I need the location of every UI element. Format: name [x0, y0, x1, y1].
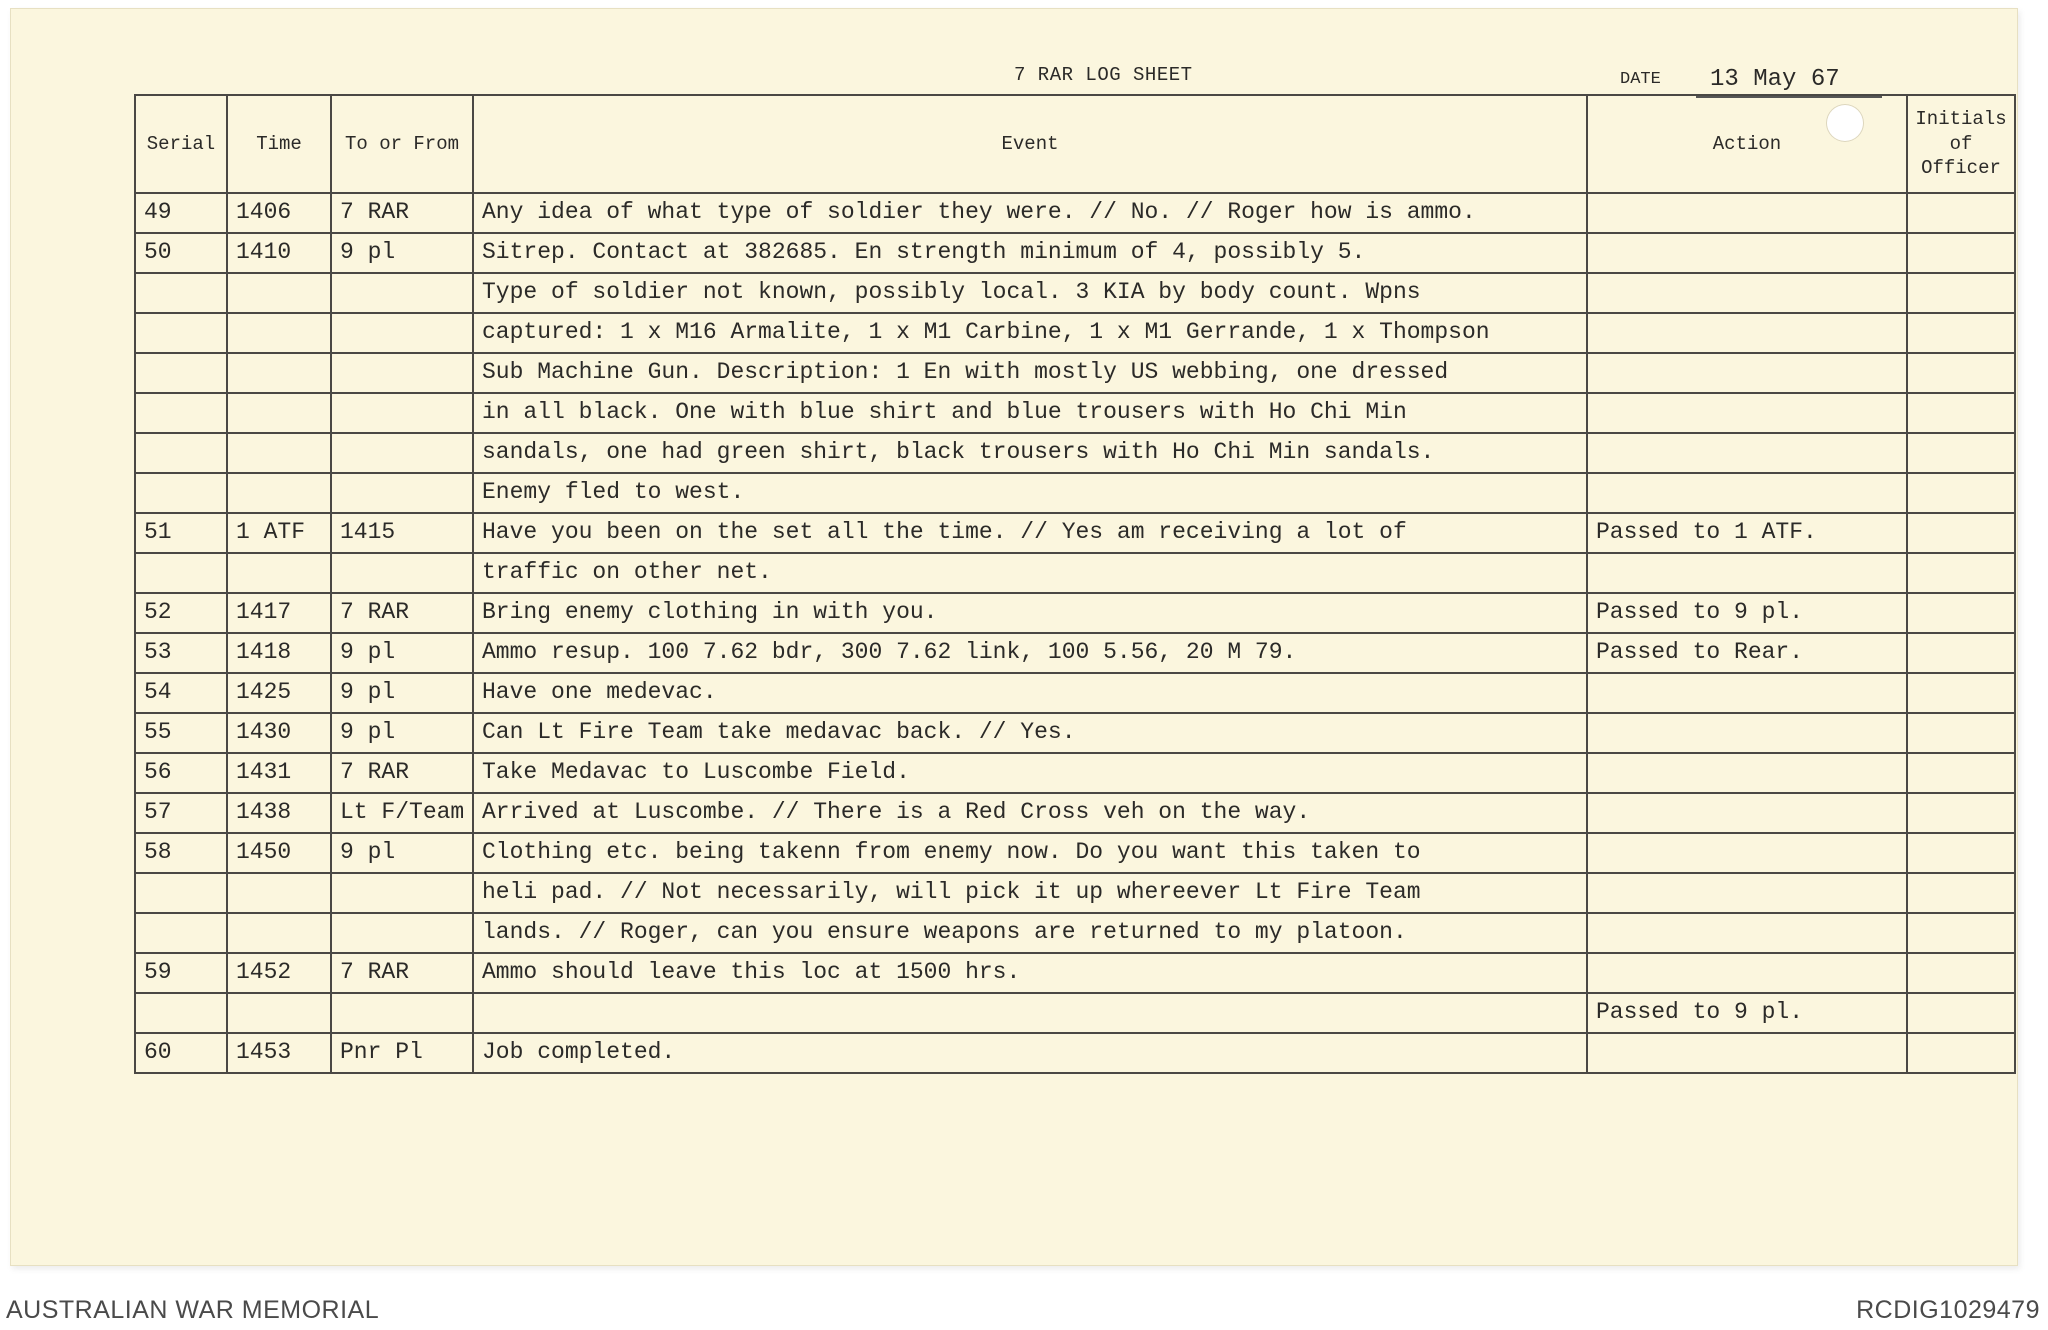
log-table — [134, 94, 2016, 1074]
cell-serial — [135, 913, 227, 953]
cell-time — [227, 353, 331, 393]
cell-initials — [1907, 593, 2015, 633]
cell-action — [1587, 873, 1907, 913]
log-row — [135, 473, 2015, 513]
cell-initials — [1907, 753, 2015, 793]
cell-to-from — [331, 313, 473, 353]
cell-to-from — [331, 353, 473, 393]
cell-initials — [1907, 833, 2015, 873]
cell-time — [227, 433, 331, 473]
log-row — [135, 713, 2015, 753]
cell-event: in all black. One with blue shirt and blue trousers with Ho Chi Min — [473, 393, 1587, 433]
log-row — [135, 193, 2015, 233]
cell-serial: 56 — [135, 753, 227, 793]
cell-event: Take Medavac to Luscombe Field. — [473, 753, 1587, 793]
cell-to-from — [331, 993, 473, 1033]
cell-to-from: 9 pl — [331, 633, 473, 673]
cell-event: Can Lt Fire Team take medavac back. // Yes. — [473, 713, 1587, 753]
cell-initials — [1907, 873, 2015, 913]
cell-event: Bring enemy clothing in with you. — [473, 593, 1587, 633]
cell-to-from: 7 RAR — [331, 753, 473, 793]
header-action: Action — [1587, 95, 1907, 193]
cell-serial — [135, 353, 227, 393]
log-rows — [135, 193, 2015, 1073]
cell-time: 1450 — [227, 833, 331, 873]
cell-to-from — [331, 393, 473, 433]
log-row — [135, 1033, 2015, 1073]
cell-to-from: 9 pl — [331, 713, 473, 753]
cell-event: Ammo should leave this loc at 1500 hrs. — [473, 953, 1587, 993]
log-row — [135, 953, 2015, 993]
header-row — [135, 95, 2015, 193]
cell-action — [1587, 313, 1907, 353]
cell-initials — [1907, 913, 2015, 953]
cell-serial: 54 — [135, 673, 227, 713]
cell-time — [227, 273, 331, 313]
header-serial: Serial — [135, 95, 227, 193]
cell-serial — [135, 553, 227, 593]
cell-initials — [1907, 553, 2015, 593]
cell-initials — [1907, 273, 2015, 313]
cell-event: heli pad. // Not necessarily, will pick it up whereever Lt Fire Team — [473, 873, 1587, 913]
cell-serial: 49 — [135, 193, 227, 233]
cell-serial: 60 — [135, 1033, 227, 1073]
log-row — [135, 633, 2015, 673]
cell-initials — [1907, 673, 2015, 713]
cell-action — [1587, 833, 1907, 873]
cell-action — [1587, 753, 1907, 793]
cell-to-from — [331, 553, 473, 593]
log-row — [135, 233, 2015, 273]
cell-time — [227, 873, 331, 913]
cell-action — [1587, 673, 1907, 713]
cell-event: Type of soldier not known, possibly local. 3 KIA by body count. Wpns — [473, 273, 1587, 313]
cell-to-from: 7 RAR — [331, 953, 473, 993]
footer-record-id: RCDIG1029479 — [1856, 1296, 2040, 1324]
log-row — [135, 553, 2015, 593]
cell-action — [1587, 433, 1907, 473]
cell-to-from: Lt F/Team — [331, 793, 473, 833]
cell-initials — [1907, 313, 2015, 353]
cell-time — [227, 913, 331, 953]
cell-event: lands. // Roger, can you ensure weapons are returned to my platoon. — [473, 913, 1587, 953]
log-row — [135, 753, 2015, 793]
cell-action — [1587, 193, 1907, 233]
cell-serial — [135, 273, 227, 313]
cell-initials — [1907, 513, 2015, 553]
cell-action — [1587, 233, 1907, 273]
cell-event: Ammo resup. 100 7.62 bdr, 300 7.62 link, 100 5.56, 20 M 79. — [473, 633, 1587, 673]
cell-action — [1587, 273, 1907, 313]
cell-initials — [1907, 953, 2015, 993]
header-initials: Initials of Officer — [1907, 95, 2015, 193]
cell-time: 1417 — [227, 593, 331, 633]
cell-to-from: 9 pl — [331, 833, 473, 873]
cell-to-from — [331, 473, 473, 513]
log-row — [135, 993, 2015, 1033]
cell-time: 1452 — [227, 953, 331, 993]
cell-to-from — [331, 433, 473, 473]
cell-time: 1406 — [227, 193, 331, 233]
header-to-from: To or From — [331, 95, 473, 193]
cell-event: Sitrep. Contact at 382685. En strength minimum of 4, possibly 5. — [473, 233, 1587, 273]
cell-action: Passed to Rear. — [1587, 633, 1907, 673]
cell-to-from: 7 RAR — [331, 193, 473, 233]
cell-action — [1587, 793, 1907, 833]
cell-initials — [1907, 793, 2015, 833]
cell-action — [1587, 353, 1907, 393]
cell-action — [1587, 953, 1907, 993]
header-time: Time — [227, 95, 331, 193]
log-row — [135, 593, 2015, 633]
cell-to-from — [331, 273, 473, 313]
cell-time: 1430 — [227, 713, 331, 753]
cell-time: 1453 — [227, 1033, 331, 1073]
cell-serial — [135, 313, 227, 353]
cell-initials — [1907, 993, 2015, 1033]
cell-to-from — [331, 913, 473, 953]
sheet-title: 7 RAR LOG SHEET — [1014, 64, 1193, 86]
cell-serial: 52 — [135, 593, 227, 633]
cell-serial: 53 — [135, 633, 227, 673]
cell-initials — [1907, 473, 2015, 513]
cell-to-from — [331, 873, 473, 913]
cell-event: Clothing etc. being takenn from enemy now. Do you want this taken to — [473, 833, 1587, 873]
date-label: DATE — [1620, 70, 1661, 89]
cell-action — [1587, 553, 1907, 593]
cell-to-from: 1415 — [331, 513, 473, 553]
cell-initials — [1907, 433, 2015, 473]
cell-serial: 50 — [135, 233, 227, 273]
log-row — [135, 793, 2015, 833]
cell-serial — [135, 433, 227, 473]
log-row — [135, 433, 2015, 473]
footer-archive-name: AUSTRALIAN WAR MEMORIAL — [6, 1296, 380, 1324]
cell-time: 1 ATF — [227, 513, 331, 553]
log-row — [135, 873, 2015, 913]
cell-time: 1410 — [227, 233, 331, 273]
cell-to-from: 9 pl — [331, 233, 473, 273]
cell-initials — [1907, 1033, 2015, 1073]
cell-action — [1587, 913, 1907, 953]
cell-time: 1418 — [227, 633, 331, 673]
cell-action: Passed to 9 pl. — [1587, 593, 1907, 633]
cell-event: Sub Machine Gun. Description: 1 En with mostly US webbing, one dressed — [473, 353, 1587, 393]
cell-initials — [1907, 713, 2015, 753]
cell-action — [1587, 393, 1907, 433]
log-row — [135, 513, 2015, 553]
log-sheet-page — [10, 8, 2018, 1266]
cell-serial — [135, 993, 227, 1033]
cell-time: 1425 — [227, 673, 331, 713]
cell-initials — [1907, 353, 2015, 393]
log-row — [135, 313, 2015, 353]
cell-action — [1587, 713, 1907, 753]
cell-to-from: Pnr Pl — [331, 1033, 473, 1073]
cell-serial — [135, 873, 227, 913]
cell-to-from: 7 RAR — [331, 593, 473, 633]
cell-event: sandals, one had green shirt, black trousers with Ho Chi Min sandals. — [473, 433, 1587, 473]
cell-event: Enemy fled to west. — [473, 473, 1587, 513]
log-row — [135, 393, 2015, 433]
cell-action — [1587, 1033, 1907, 1073]
cell-event: captured: 1 x M16 Armalite, 1 x M1 Carbine, 1 x M1 Gerrande, 1 x Thompson — [473, 313, 1587, 353]
cell-to-from: 9 pl — [331, 673, 473, 713]
cell-event: Arrived at Luscombe. // There is a Red Cross veh on the way. — [473, 793, 1587, 833]
cell-serial: 55 — [135, 713, 227, 753]
cell-time — [227, 993, 331, 1033]
log-row — [135, 273, 2015, 313]
date-value: 13 May 67 — [1710, 66, 1840, 93]
log-row — [135, 353, 2015, 393]
log-row — [135, 673, 2015, 713]
cell-initials — [1907, 633, 2015, 673]
cell-serial: 59 — [135, 953, 227, 993]
cell-serial — [135, 393, 227, 433]
cell-time — [227, 473, 331, 513]
cell-serial: 58 — [135, 833, 227, 873]
cell-initials — [1907, 233, 2015, 273]
cell-event: Have one medevac. — [473, 673, 1587, 713]
cell-action: Passed to 1 ATF. — [1587, 513, 1907, 553]
cell-event: traffic on other net. — [473, 553, 1587, 593]
cell-action: Passed to 9 pl. — [1587, 993, 1907, 1033]
cell-time: 1438 — [227, 793, 331, 833]
cell-time — [227, 553, 331, 593]
header-event: Event — [473, 95, 1587, 193]
cell-time — [227, 393, 331, 433]
cell-initials — [1907, 393, 2015, 433]
cell-serial — [135, 473, 227, 513]
log-row — [135, 833, 2015, 873]
cell-event: Any idea of what type of soldier they were. // No. // Roger how is ammo. — [473, 193, 1587, 233]
cell-action — [1587, 473, 1907, 513]
cell-event: Have you been on the set all the time. // Yes am receiving a lot of — [473, 513, 1587, 553]
log-row — [135, 913, 2015, 953]
cell-initials — [1907, 193, 2015, 233]
cell-event: Job completed. — [473, 1033, 1587, 1073]
cell-event — [473, 993, 1587, 1033]
cell-time: 1431 — [227, 753, 331, 793]
cell-time — [227, 313, 331, 353]
cell-serial: 51 — [135, 513, 227, 553]
cell-serial: 57 — [135, 793, 227, 833]
